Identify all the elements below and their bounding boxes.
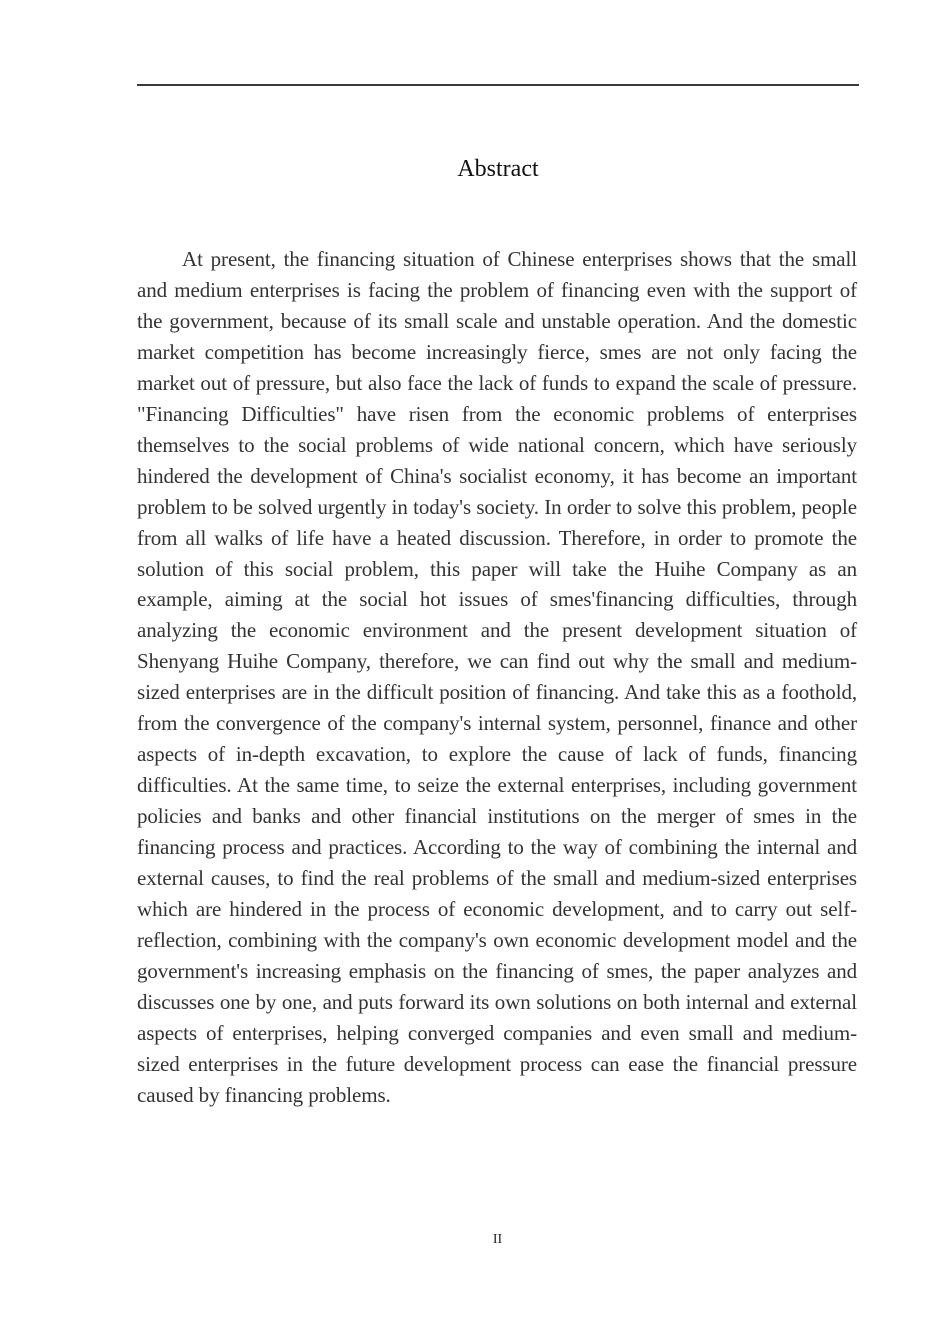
- abstract-paragraph: At present, the financing situation of Chinese enterprises shows that the small and medium enterprises is facing the problem of financing even with the support of the government, because of its small scale and unstable operation. And the domestic market competition has become increasingly fierce, smes are not only facing the market out of pressure, but also face the lack of funds to expand the scale of pressure. "Financing Difficulties" have risen from the economic problems of enterprises themselves to the social problems of wide national concern, which have seriously hindered the development of China's socialist economy, it has become an important problem to be solved urgently in today's society. In order to solve this problem, people from all walks of life have a heated discussion. Therefore, in order to promote the solution of this social problem, this paper will take the Huihe Company as an example, aiming at the social hot issues of smes'financing difficulties, through analyzing the economic environment and the present development situation of Shenyang Huihe Company, therefore, we can find out why the small and medium-sized enterprises are in the difficult position of financing. And take this as a foothold, from the convergence of the company's internal system, personnel, finance and other aspects of in-depth excavation, to explore the cause of lack of funds, financing difficulties. At the same time, to seize the external enterprises, including government policies and banks and other financial institutions on the merger of smes in the financing process and practices. According to the way of combining the internal and external causes, to find the real problems of the small and medium-sized enterprises which are hindered in the process of economic development, and to carry out self-reflection, combining with the company's own economic development model and the government's increasing emphasis on the financing of smes, the paper analyzes and discusses one by one, and puts forward its own solutions on both internal and external aspects of enterprises, helping converged companies and even small and medium-sized enterprises in the future development process can ease the financial pressure caused by financing problems.: [137, 247, 857, 1107]
- page-title: Abstract: [457, 156, 539, 182]
- header-rule: [137, 84, 859, 86]
- page-number: II: [492, 1232, 503, 1247]
